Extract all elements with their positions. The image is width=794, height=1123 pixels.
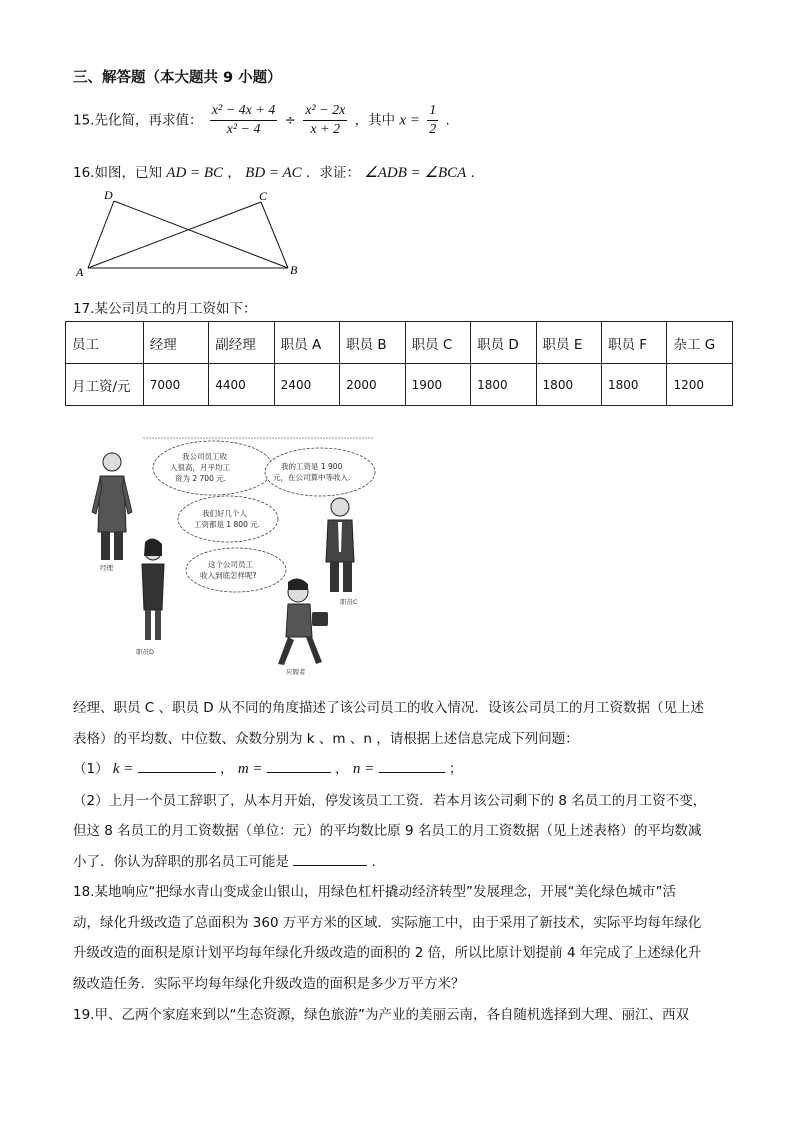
- bubble1-line1: 我公司员工收: [182, 452, 227, 461]
- segment-db: [114, 201, 288, 268]
- q16-sep: ，: [227, 165, 241, 181]
- q16-eq3: ∠ADB = ∠BCA: [364, 165, 467, 181]
- sub1-prefix: （1）: [73, 761, 109, 777]
- q16-prove: ．求证：: [305, 165, 360, 181]
- q17-para-line2: 表格）的平均数、中位数、众数分别为 k 、m 、n ，请根据上述信息完成下列问题：: [73, 731, 579, 747]
- q16-end: ．: [470, 165, 485, 181]
- q18-line3: 升级改造的面积是原计划平均每年绿化升级改造的面积的 2 倍，所以比原计划提前 4 年完成了上述绿化升: [73, 945, 702, 961]
- section-title: 三、解答题（本大题共 9 小题）: [73, 70, 282, 86]
- manager-figure: [92, 453, 132, 572]
- bubble3-line1: 我们好几个人: [202, 509, 247, 518]
- table-cell: 1800: [471, 364, 536, 406]
- bubble4-line1: 这个公司员工: [208, 560, 253, 569]
- answer-blank-n[interactable]: [379, 758, 445, 773]
- sub1-n: n =: [352, 761, 375, 777]
- q19-line1: 19.甲、乙两个家庭来到以“生态资源，绿色旅游”为产业的美丽云南，各自随机选择到大理、丽江、西双: [73, 1007, 689, 1023]
- q17-sub2-line1: （2）上月一个员工辞职了，从本月开始，停发该员工工资．若本月该公司剩下的 8 名员工的月工资不变，: [73, 793, 707, 809]
- bubble1-line2: 入很高，月平均工: [170, 463, 230, 472]
- q15-frac1-denominator: x² − 4: [226, 122, 261, 137]
- speech-bubble-staff-d: [178, 496, 278, 542]
- q15-value-numerator: 1: [427, 103, 438, 121]
- sub1-sep1: ，: [220, 761, 234, 777]
- q18-line4: 级改造任务．实际平均每年绿化升级改造的面积是多少万平方米？: [73, 976, 465, 992]
- bubble1-line3: 资为 2 700 元.: [175, 474, 227, 483]
- q17-intro: 17.某公司员工的月工资如下：: [73, 301, 257, 317]
- q15-variable: x =: [399, 112, 420, 129]
- staff-c-figure: [326, 498, 358, 606]
- label-c: C: [259, 189, 268, 203]
- question-16: [73, 161, 484, 182]
- bubble2-line2: 元，在公司算中等收入.: [273, 473, 351, 482]
- q15-fraction-2: [303, 103, 347, 138]
- q17-sub2-line3: [73, 850, 385, 870]
- table-cell: 职员 F: [602, 322, 667, 364]
- speech-bubble-staff-c: [265, 448, 375, 496]
- table-cell: 2000: [340, 364, 405, 406]
- q17-sub1: [73, 757, 462, 778]
- bubble3-line2: 工资都是 1 800 元.: [194, 520, 261, 529]
- table-header-row: [66, 322, 733, 364]
- label-d: D: [104, 188, 113, 202]
- speech-bubble-manager: [153, 441, 273, 495]
- bubble4-line2: 收入到底怎样呢?: [200, 571, 257, 580]
- q15-end: .: [445, 112, 450, 129]
- table-cell: 副经理: [209, 322, 274, 364]
- q17-para-line1: 经理、职员 C 、职员 D 从不同的角度描述了该公司员工的收入情况．设该公司员工的月工资数据（见上述: [73, 700, 704, 716]
- label-b: B: [290, 263, 298, 277]
- answer-blank-m[interactable]: [267, 758, 331, 773]
- label-staff-c: 职员C: [340, 598, 358, 606]
- table-cell: 职员 B: [340, 322, 405, 364]
- sub1-k: k =: [112, 761, 134, 777]
- label-applicant: 应聘者: [286, 668, 306, 676]
- applicant-figure: [278, 578, 328, 676]
- q18-line2: 动，绿化升级改造了总面积为 360 万平方米的区域．实际施工中，由于采用了新技术，实际平均每年绿化: [73, 915, 702, 931]
- q16-eq2: BD = AC: [245, 165, 302, 181]
- q15-mid-text: ，其中: [354, 112, 396, 129]
- bubble2-line1: 我的工资是 1 900: [281, 462, 343, 471]
- label-staff-d: 职员D: [136, 648, 155, 656]
- table-cell: 4400: [209, 364, 274, 406]
- table-cell: 1200: [667, 364, 733, 406]
- q16-figure: [74, 186, 314, 278]
- table-cell: 职员 A: [274, 322, 339, 364]
- q17-cartoon: [78, 432, 378, 677]
- q15-frac1-numerator: x² − 4x + 4: [210, 103, 278, 121]
- sub2-end: ．: [371, 854, 386, 870]
- table-cell: 1900: [405, 364, 470, 406]
- q15-frac2-numerator: x² − 2x: [303, 103, 347, 121]
- q16-text: 16.如图，已知: [73, 165, 162, 181]
- sub1-sep2: ，: [335, 761, 349, 777]
- q15-value-denominator: 2: [429, 122, 437, 137]
- table-cell: 2400: [274, 364, 339, 406]
- staff-d-figure: [136, 538, 164, 656]
- q15-operator: ÷: [284, 112, 296, 129]
- segment-da: [88, 201, 114, 268]
- segment-cb: [261, 202, 288, 268]
- table-cell: 月工资/元: [66, 364, 144, 406]
- table-cell: 1800: [602, 364, 667, 406]
- table-cell: 经理: [143, 322, 208, 364]
- table-cell: 职员 C: [405, 322, 470, 364]
- speech-bubble-applicant: [186, 548, 286, 592]
- salary-table: [65, 321, 733, 406]
- table-cell: 1800: [536, 364, 601, 406]
- sub1-m: m =: [237, 761, 263, 777]
- segment-ca: [88, 202, 261, 268]
- table-cell: 杂工 G: [667, 322, 733, 364]
- label-a: A: [76, 265, 84, 278]
- question-15: [73, 103, 450, 138]
- q15-value-fraction: [427, 103, 438, 138]
- label-manager: 经理: [100, 564, 113, 572]
- table-cell: 职员 E: [536, 322, 601, 364]
- sub2-text: 小了．你认为辞职的那名员工可能是: [73, 854, 289, 870]
- sub1-end: ；: [448, 761, 463, 777]
- answer-blank-resigned[interactable]: [293, 851, 367, 866]
- table-cell: 7000: [143, 364, 208, 406]
- table-cell: 员工: [66, 322, 144, 364]
- q16-eq1: AD = BC: [166, 165, 224, 181]
- q17-sub2-line2: 但这 8 名员工的月工资数据（单位：元）的平均数比原 9 名员工的月工资数据（见上述表格）的平均数减: [73, 823, 702, 839]
- q15-prefix: 15.先化简，再求值：: [73, 112, 203, 129]
- q15-frac2-denominator: x + 2: [310, 122, 341, 137]
- q18-line1: 18.某地响应“把绿水青山变成金山银山，用绿色杠杆撬动经济转型”发展理念，开展“美化绿色城市”活: [73, 884, 676, 900]
- table-row: [66, 364, 733, 406]
- answer-blank-k[interactable]: [138, 758, 216, 773]
- table-cell: 职员 D: [471, 322, 536, 364]
- q15-fraction-1: [210, 103, 278, 138]
